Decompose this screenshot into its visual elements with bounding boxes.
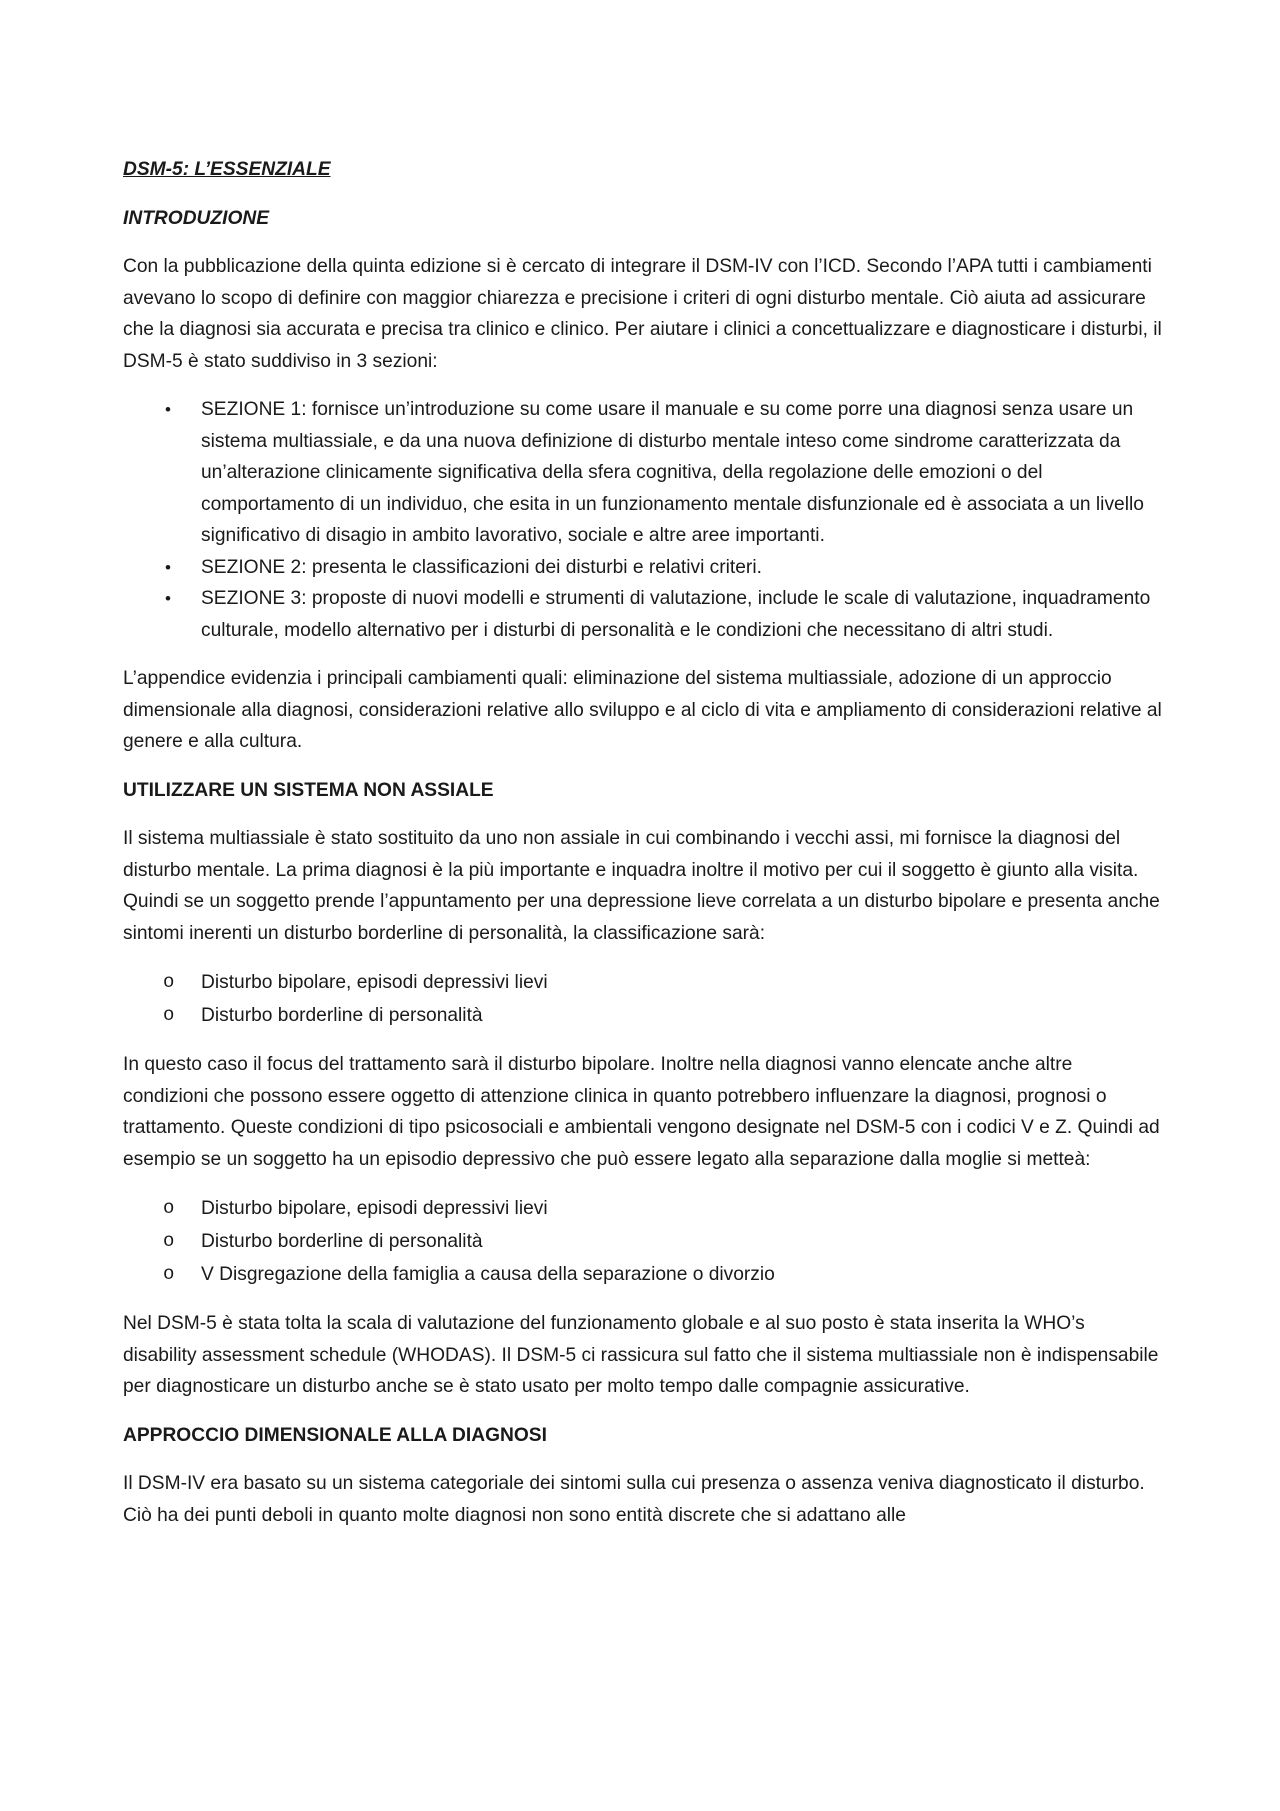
circle-bullet-icon: o <box>163 1230 175 1252</box>
list-item <box>123 1192 1162 1225</box>
list-item <box>123 1258 1162 1291</box>
list-item <box>123 394 1162 552</box>
bullet-icon: • <box>165 557 171 577</box>
list-item-text: SEZIONE 1: fornisce un’introduzione su come usare il manuale e su come porre una diagnosi senza usare un sistema multiassiale, e da una nuova definizione di disturbo mentale inteso come sindrome caratterizzata da un’alterazione clinicamente significativa della sfera cognitiva, della regolazione delle emozioni o del comportamento di un individuo, che esita in un funzionamento mentale disfunzionale ed è associata a un livello significativo di disagio in ambito lavorativo, sociale e altre aree importanti. <box>201 399 1144 546</box>
document-title: DSM-5: L’ESSENZIALE <box>123 159 331 180</box>
classification-list-2 <box>123 1192 1162 1291</box>
circle-bullet-icon: o <box>163 1197 175 1219</box>
classification-list-1 <box>123 966 1162 1032</box>
list-item <box>123 1225 1162 1258</box>
list-item-text: Disturbo bipolare, episodi depressivi lievi <box>201 1198 548 1219</box>
list-item-text: Disturbo borderline di personalità <box>201 1231 483 1252</box>
circle-bullet-icon: o <box>163 971 175 993</box>
list-item <box>123 999 1162 1032</box>
list-item-text: SEZIONE 3: proposte di nuovi modelli e strumenti di valutazione, include le scale di valutazione, inquadramento culturale, modello alternativo per i disturbi di personalità e le condizioni che necessitano di altri studi. <box>201 588 1151 641</box>
list-item <box>123 583 1162 646</box>
intro-paragraph: Con la pubblicazione della quinta edizione si è cercato di integrare il DSM-IV con l’ICD. Secondo l’APA tutti i cambiamenti avevano lo scopo di definire con maggior chiarezza e precisione i criteri di ogni disturbo mentale. Ciò aiuta ad assicurare che la diagnosi sia accurata e precisa tra clinico e clinico. Per aiutare i clinici a concettualizzare e diagnosticare i disturbi, il DSM-5 è stato suddiviso in 3 sezioni: <box>123 256 1162 372</box>
list-item-text: Disturbo borderline di personalità <box>201 1005 483 1026</box>
bullet-icon: • <box>165 400 171 419</box>
whodas-paragraph: Nel DSM-5 è stata tolta la scala di valutazione del funzionamento globale e al suo posto è stata inserita la WHO’s disability assessment schedule (WHODAS). Il DSM-5 ci rassicura sul fatto che il sistema multiassiale non è indispensabile per diagnosticare un disturbo anche se è stato usato per molto tempo dalle compagnie assicurative. <box>123 1313 1159 1397</box>
circle-bullet-icon: o <box>163 1004 175 1026</box>
section-heading-non-assiale: UTILIZZARE UN SISTEMA NON ASSIALE <box>123 779 494 801</box>
sections-list <box>123 394 1162 646</box>
list-item-text: V Disgregazione della famiglia a causa della separazione o divorzio <box>201 1264 775 1285</box>
section-heading-dimensionale: APPROCCIO DIMENSIONALE ALLA DIAGNOSI <box>123 1424 547 1446</box>
dimensional-paragraph: Il DSM-IV era basato su un sistema categoriale dei sintomi sulla cui presenza o assenza veniva diagnosticato il disturbo. Ciò ha dei punti deboli in quanto molte diagnosi non sono entità discrete che si adattano alle <box>123 1473 1145 1526</box>
appendix-paragraph: L’appendice evidenzia i principali cambiamenti quali: eliminazione del sistema multiassiale, adozione di un approccio dimensionale alla diagnosi, considerazioni relative allo sviluppo e al ciclo di vita e ampliamento di considerazioni relative al genere e alla cultura. <box>123 668 1162 752</box>
list-item-text: Disturbo bipolare, episodi depressivi lievi <box>201 972 548 993</box>
non-axial-paragraph: Il sistema multiassiale è stato sostituito da uno non assiale in cui combinando i vecchi assi, mi fornisce la diagnosi del disturbo mentale. La prima diagnosi è la più importante e inquadra inoltre il motivo per cui il soggetto è giunto alla visita. Quindi se un soggetto prende l’appuntamento per una depressione lieve correlata a un disturbo bipolare e presenta anche sintomi inerenti un disturbo borderline di personalità, la classificazione sarà: <box>123 828 1160 944</box>
list-item-text: SEZIONE 2: presenta le classificazioni dei disturbi e relativi criteri. <box>201 556 762 578</box>
list-item <box>123 966 1162 999</box>
focus-paragraph: In questo caso il focus del trattamento sarà il disturbo bipolare. Inoltre nella diagnosi vanno elencate anche altre condizioni che possono essere oggetto di attenzione clinica in quanto potrebbero influenzare la diagnosi, prognosi o trattamento. Queste condizioni di tipo psicosociali e ambientali vengono designate nel DSM-5 con i codici V e Z. Quindi ad esempio se un soggetto ha un episodio depressivo che può essere legato alla separazione dalla moglie si metteà: <box>123 1054 1160 1170</box>
circle-bullet-icon: o <box>163 1263 175 1285</box>
bullet-icon: • <box>165 589 171 608</box>
list-item <box>123 552 1162 584</box>
section-heading-introduzione: INTRODUZIONE <box>123 207 270 229</box>
